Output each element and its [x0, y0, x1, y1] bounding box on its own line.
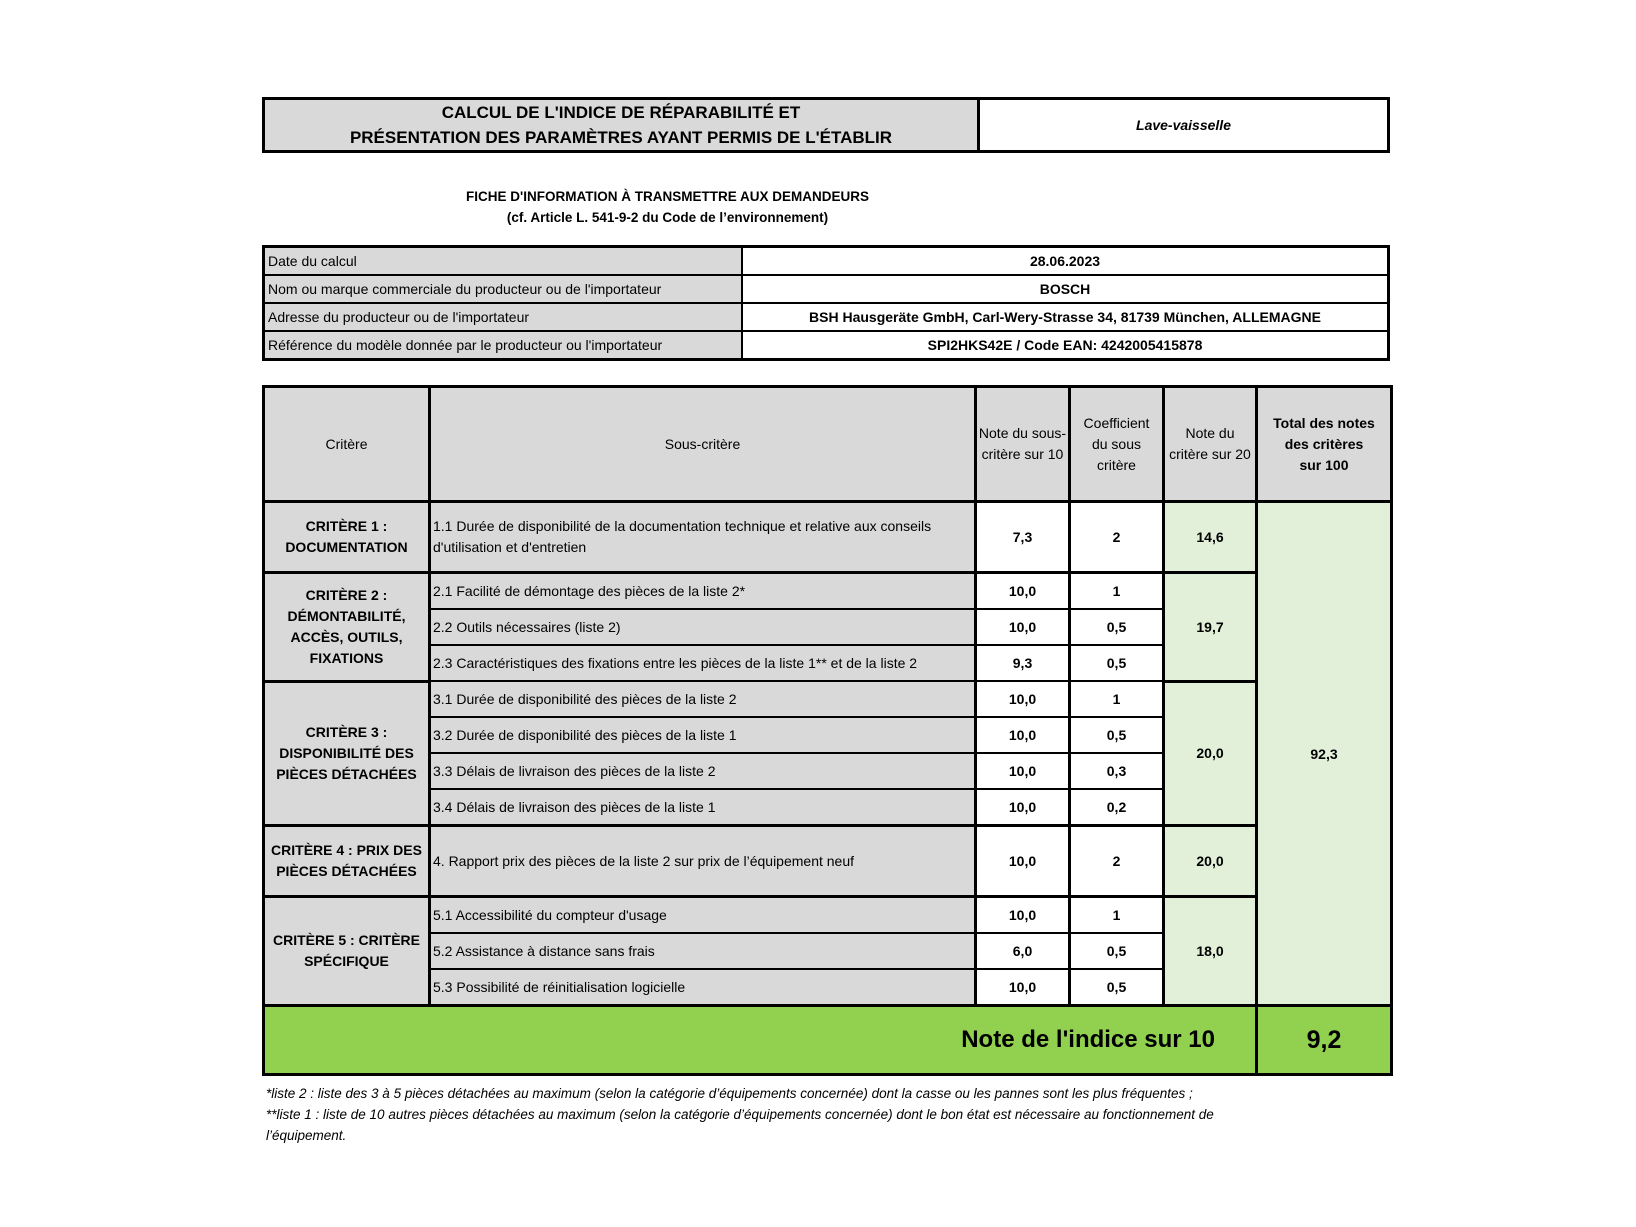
footnotes [266, 1083, 1296, 1146]
table-row [264, 502, 1392, 573]
table-row [264, 897, 1392, 934]
title-line-2: PRÉSENTATION DES PARAMÈTRES AYANT PERMIS DE L'ÉTABLIR [349, 128, 893, 147]
index-row [264, 1006, 1392, 1075]
sub-criterion-coef: 0,2 [1070, 789, 1164, 826]
header-sous-critere: Sous-critère [430, 387, 976, 502]
sub-criterion-label: 2.1 Facilité de démontage des pièces de la liste 2* [430, 573, 976, 610]
sub-criterion-label: 1.1 Durée de disponibilité de la documentation technique et relative aux conseils d'utilisation et d'entretien [430, 502, 976, 573]
sub-criterion-label: 2.2 Outils nécessaires (liste 2) [430, 609, 976, 645]
criterion-3-score: 20,0 [1164, 681, 1257, 826]
product-category: Lave-vaisselle [1136, 117, 1231, 133]
info-label: Date du calcul [264, 247, 743, 276]
sub-criterion-coef: 0,5 [1070, 609, 1164, 645]
title-line-1: CALCUL DE L'INDICE DE RÉPARABILITÉ ET [441, 103, 801, 122]
sub-criterion-note: 10,0 [976, 897, 1070, 934]
sub-criterion-label: 5.1 Accessibilité du compteur d'usage [430, 897, 976, 934]
info-row [264, 331, 1389, 360]
header-total: Total des notes des critères sur 100 [1257, 387, 1392, 502]
total-score: 92,3 [1257, 502, 1392, 1006]
sub-criterion-note: 9,3 [976, 645, 1070, 681]
document-header [262, 97, 1390, 153]
table-row [264, 573, 1392, 610]
header-note-critere: Note du critère sur 20 [1164, 387, 1257, 502]
info-label: Adresse du producteur ou de l'importateur [264, 303, 743, 331]
info-row [264, 303, 1389, 331]
sub-criterion-coef: 1 [1070, 573, 1164, 610]
criterion-3-name: CRITÈRE 3 : DISPONIBILITÉ DES PIÈCES DÉTACHÉES [264, 681, 430, 826]
sub-criterion-label: 3.3 Délais de livraison des pièces de la liste 2 [430, 753, 976, 789]
info-value: 28.06.2023 [742, 247, 1389, 276]
sub-criterion-note: 7,3 [976, 502, 1070, 573]
repairability-table [262, 385, 1393, 1076]
index-value: 9,2 [1257, 1006, 1392, 1075]
info-value: SPI2HKS42E / Code EAN: 4242005415878 [742, 331, 1389, 360]
sub-criterion-coef: 1 [1070, 681, 1164, 717]
fiche-line-2: (cf. Article L. 541-9-2 du Code de l’environnement) [506, 210, 829, 225]
info-row [264, 275, 1389, 303]
sub-criterion-note: 10,0 [976, 826, 1070, 897]
info-row [264, 247, 1389, 276]
table-row [264, 826, 1392, 897]
info-value: BOSCH [742, 275, 1389, 303]
sub-criterion-label: 3.4 Délais de livraison des pièces de la liste 1 [430, 789, 976, 826]
info-label: Référence du modèle donnée par le producteur ou l'importateur [264, 331, 743, 360]
sub-criterion-coef: 2 [1070, 826, 1164, 897]
document-title [265, 100, 980, 150]
sub-criterion-coef: 0,5 [1070, 717, 1164, 753]
fiche-line-1: FICHE D'INFORMATION À TRANSMETTRE AUX DEMANDEURS [466, 189, 869, 204]
table-header-row [264, 387, 1392, 502]
sub-criterion-label: 5.2 Assistance à distance sans frais [430, 933, 976, 969]
sub-criterion-note: 10,0 [976, 789, 1070, 826]
sub-criterion-label: 3.2 Durée de disponibilité des pièces de la liste 1 [430, 717, 976, 753]
criterion-1-score: 14,6 [1164, 502, 1257, 573]
criterion-2-name: CRITÈRE 2 : DÉMONTABILITÉ, ACCÈS, OUTILS, FIXATIONS [264, 573, 430, 682]
index-label: Note de l'indice sur 10 [264, 1006, 1257, 1075]
sub-criterion-note: 10,0 [976, 717, 1070, 753]
sub-criterion-coef: 1 [1070, 897, 1164, 934]
sub-criterion-label: 4. Rapport prix des pièces de la liste 2 sur prix de l’équipement neuf [430, 826, 976, 897]
fiche-subtitle [400, 186, 935, 228]
footnote-1: *liste 2 : liste des 3 à 5 pièces détachées au maximum (selon la catégorie d’équipements concernée) dont la casse ou les pannes sont les plus fréquentes ; [266, 1086, 1193, 1101]
criterion-5-score: 18,0 [1164, 897, 1257, 1006]
criterion-5-name: CRITÈRE 5 : CRITÈRE SPÉCIFIQUE [264, 897, 430, 1006]
sub-criterion-coef: 0,5 [1070, 933, 1164, 969]
sub-criterion-coef: 2 [1070, 502, 1164, 573]
sub-criterion-note: 10,0 [976, 609, 1070, 645]
sub-criterion-note: 10,0 [976, 753, 1070, 789]
info-table [262, 245, 1390, 361]
sub-criterion-label: 5.3 Possibilité de réinitialisation logicielle [430, 969, 976, 1006]
sub-criterion-note: 10,0 [976, 681, 1070, 717]
header-note-sous-critere: Note du sous- critère sur 10 [976, 387, 1070, 502]
sub-criterion-coef: 0,3 [1070, 753, 1164, 789]
sub-criterion-note: 10,0 [976, 969, 1070, 1006]
sub-criterion-label: 2.3 Caractéristiques des fixations entre les pièces de la liste 1** et de la liste 2 [430, 645, 976, 681]
info-value: BSH Hausgeräte GmbH, Carl-Wery-Strasse 34, 81739 München, ALLEMAGNE [742, 303, 1389, 331]
footnote-2: **liste 1 : liste de 10 autres pièces détachées au maximum (selon la catégorie d’équipements concernée) dont le bon état est nécessaire au fonctionnement de l’équipement. [266, 1107, 1214, 1143]
sub-criterion-coef: 0,5 [1070, 969, 1164, 1006]
criterion-4-name: CRITÈRE 4 : PRIX DES PIÈCES DÉTACHÉES [264, 826, 430, 897]
table-row [264, 681, 1392, 717]
header-coefficient: Coefficient du sous critère [1070, 387, 1164, 502]
sub-criterion-coef: 0,5 [1070, 645, 1164, 681]
criterion-1-name: CRITÈRE 1 : DOCUMENTATION [264, 502, 430, 573]
info-label: Nom ou marque commerciale du producteur ou de l'importateur [264, 275, 743, 303]
sub-criterion-note: 6,0 [976, 933, 1070, 969]
sub-criterion-note: 10,0 [976, 573, 1070, 610]
sub-criterion-label: 3.1 Durée de disponibilité des pièces de la liste 2 [430, 681, 976, 717]
criterion-2-score: 19,7 [1164, 573, 1257, 682]
criterion-4-score: 20,0 [1164, 826, 1257, 897]
header-critere: Critère [264, 387, 430, 502]
